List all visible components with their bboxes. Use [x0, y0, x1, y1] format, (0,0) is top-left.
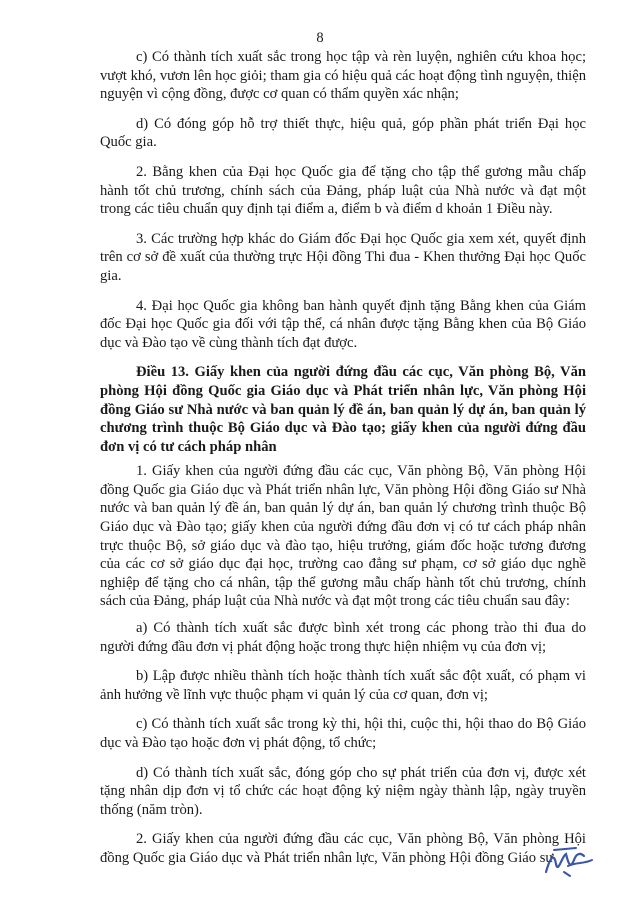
article-13-paragraph-1: 1. Giấy khen của người đứng đầu các cục, Văn phòng Bộ, Văn phòng Hội đồng Quốc gia Giáo dục và Phát triển nhân lực, Văn phòng Hội đồng Giáo sư Nhà nước và ban quản lý đề án, ban quản lý dự án, ban quản lý chương trình thuộc Bộ Giáo dục và Đào tạo; giấy khen của người đứng đầu đơn vị có tư cách pháp nhân trực thuộc Bộ, sở giáo dục và đào tạo, hiệu trưởng, giám đốc hoặc tương đương của các cơ sở giáo dục đại học, trường cao đẳng sư phạm, cơ sở giáo dục nghề nghiệp để tặng cho cá nhân, tập thể gương mẫu chấp hành tốt chủ trương, chính sách của Đảng, pháp luật của Nhà nước và đạt một trong các tiêu chuẩn sau đây:	[100, 463, 586, 610]
paragraph-1d: d) Có đóng góp hỗ trợ thiết thực, hiệu quả, góp phần phát triển Đại học Quốc gia.	[100, 115, 586, 151]
paragraph-3: 3. Các trường hợp khác do Giám đốc Đại học Quốc gia xem xét, quyết định trên cơ sở đề xuất của thường trực Hội đồng Thi đua - Khen thưởng Đại học Quốc gia.	[100, 230, 586, 284]
page-number: 8	[316, 30, 324, 46]
article-13-paragraph-2: 2. Giấy khen của người đứng đầu các cục, Văn phòng Bộ, Văn phòng Hội đồng Quốc gia Giáo dục và Phát triển nhân lực, Văn phòng Hội đồng Giáo sư	[100, 831, 586, 866]
document-body	[100, 48, 586, 879]
article-13-heading: Điều 13. Giấy khen của người đứng đầu các cục, Văn phòng Bộ, Văn phòng Hội đồng Quốc gia Giáo dục và Phát triển nhân lực, Văn phòng Hội đồng Giáo sư Nhà nước và ban quản lý đề án, ban quản lý dự án, ban quản lý chương trình thuộc Bộ Giáo dục và Đào tạo; giấy khen của người đứng đầu đơn vị có tư cách pháp nhân	[100, 364, 586, 455]
paragraph-2: 2. Bằng khen của Đại học Quốc gia để tặng cho tập thể gương mẫu chấp hành tốt chủ trương, chính sách của Đảng, pháp luật của Nhà nước và đạt một trong các tiêu chuẩn quy định tại điểm a, điểm b và điểm d khoản 1 Điều này.	[100, 163, 586, 218]
handwritten-initials-icon	[540, 842, 596, 882]
paragraph-1c: c) Có thành tích xuất sắc trong học tập và rèn luyện, nghiên cứu khoa học; vượt khó, vươn lên học giỏi; tham gia có hiệu quả các hoạt động tình nguyện, thiện nguyện vì cộng đồng, được cơ quan có thẩm quyền xác nhận;	[100, 49, 586, 103]
paragraph-4: 4. Đại học Quốc gia không ban hành quyết định tặng Bằng khen của Giám đốc Đại học Quốc gia đối với tập thể, cá nhân được tặng Bằng khen của Bộ Giáo dục và Đào tạo về cùng thành tích đạt được.	[100, 297, 586, 351]
article-13-point-c: c) Có thành tích xuất sắc trong kỳ thi, hội thi, cuộc thi, hội thao do Bộ Giáo dục và Đào tạo hoặc đơn vị phát động, tổ chức;	[100, 716, 586, 751]
article-13-point-a: a) Có thành tích xuất sắc được bình xét trong các phong trào thi đua do người đứng đầu đơn vị phát động hoặc trong thực hiện nhiệm vụ của đơn vị;	[100, 620, 586, 655]
article-13-point-d: d) Có thành tích xuất sắc, đóng góp cho sự phát triển của đơn vị, được xét tặng nhân dịp đơn vị tổ chức các hoạt động kỷ niệm ngày thành lập, ngày truyền thống (năm tròn).	[100, 764, 586, 818]
article-13-point-b: b) Lập được nhiều thành tích hoặc thành tích xuất sắc đột xuất, có phạm vi ảnh hưởng về lĩnh vực thuộc phạm vi quản lý của cơ quan, đơn vị;	[100, 668, 586, 703]
